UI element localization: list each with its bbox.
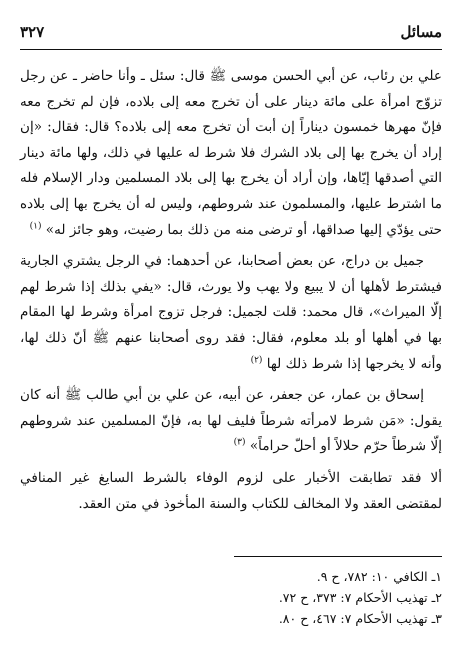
paragraph-2: جميل بن دراج، عن بعض أصحابنا، عن أحدهما: في الرجل يشتري الجارية فيشترط لأهلها أن لا يبيع ولا يهب ولا يورث، قال: «يفي بذلك إذا شرط لهم إلّا الميراث»، قال محمد: قلت لجميل: فرجل تزوج امرأة وشرط لها المقام بها في أهلها أو بلد معلوم، فقال: فقد روى أصحابنا عنهم ﷺ أنّ ذلك لها، وأنه لا يخرجها إذا شرط ذلك لها $^{(٢)}$ xyxy=(20,253,442,372)
footnote-ref-2: (٢) xyxy=(250,355,263,365)
running-header xyxy=(20,18,442,46)
footnote-2: ٢ـ تهذيب الأحكام ٧: ٣٧٣، ح ٧٢. xyxy=(278,590,442,605)
main-text xyxy=(20,64,442,517)
footnotes xyxy=(200,566,442,629)
header-title: مسائل xyxy=(400,23,442,41)
paragraph-1: علي بن رئاب، عن أبي الحسن موسى ﷺ قال: سئل ـ وأنا حاضر ـ عن رجل تزوّج امرأة على مائة دينار على أن تخرج معه إلى بلاده، فإن لم تخرج معه فإنّ مهرها خمسون ديناراً إن أبت أن تخرج معه إلى بلاده؟ قال: فقال: «إن إراد أن يخرج بها إلى بلاد الشرك فلا شرط له عليها في ذلك، ولها مائة دينار التي أصدقها إيّاها، وإن أراد أن يخرج بها إلى بلاد المسلمين ودار الإسلام فله ما اشترط عليها، والمسلمون عند شروطهم، وليس له أن يخرج بها إلى بلاده حتى يؤدّي إليها صداقها، أو ترضى منه من ذلك بما رضيت، وهو جائز له» $^{(١)}$ xyxy=(20,68,442,238)
footnote-3: ٣ـ تهذيب الأحكام ٧: ٤٦٧، ح ٨٠. xyxy=(278,611,442,626)
page-number: ٣٢٧ xyxy=(20,23,45,41)
footnote-1: ١ـ الكافي ١٠: ٧٨٢، ح ٩. xyxy=(316,569,442,584)
paragraph-4: ألا فقد تطابقت الأخبار على لزوم الوفاء بالشرط السايغ غير المنافي لمقتضى العقد ولا المخالف للكتاب والسنة المأخوذ في متن العقد. xyxy=(20,469,442,512)
header-rule xyxy=(20,49,442,50)
footnote-rule xyxy=(234,556,442,557)
paragraph-3: إسحاق بن عمار، عن جعفر، عن أبيه، عن علي بن أبي طالب ﷺ أنه كان يقول: «مَن شرط لامرأته شرطاً فليف لها به، فإنّ المسلمين عند شروطهم إلّا شرطاً حرّم حلالاً أو أحلّ حراماً» $^{(٣)}$ xyxy=(20,387,442,455)
footnote-ref-1: (١) xyxy=(29,221,42,232)
footnote-ref-3: (٣) xyxy=(233,437,246,448)
